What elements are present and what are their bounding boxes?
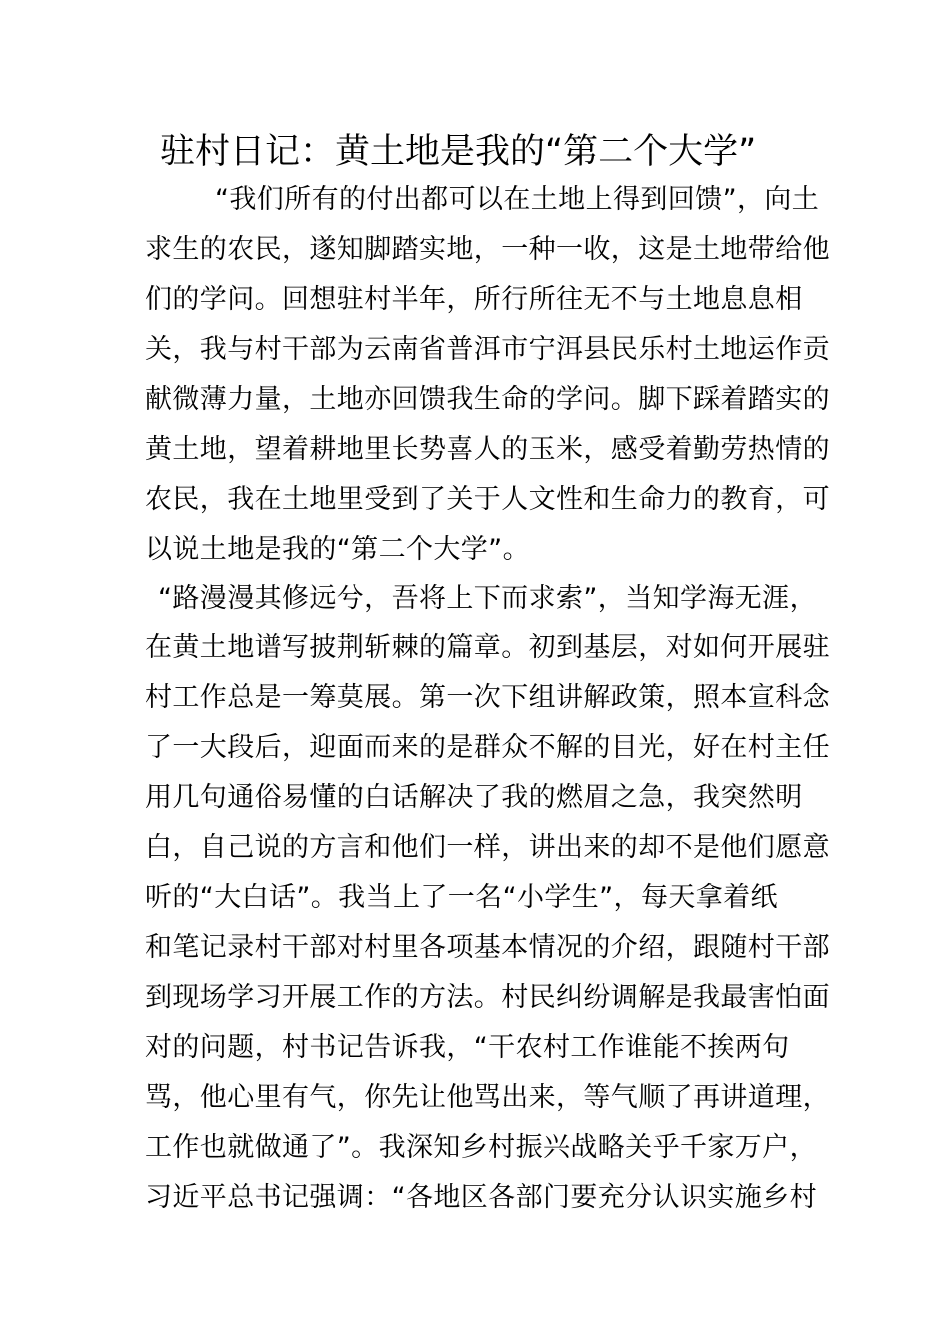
- body-line: 用几句通俗易懂的白话解决了我的燃眉之急，我突然明: [145, 782, 803, 813]
- body-line: 以说土地是我的“第二个大学”。: [145, 534, 530, 565]
- body-line: 白，自己说的方言和他们一样，讲出来的却不是他们愿意: [145, 832, 830, 863]
- body-line: 工作也就做通了”。我深知乡村振兴战略关乎千家万户，: [145, 1132, 817, 1163]
- body-line: 听的“大白话”。我当上了一名“小学生”，每天拿着纸: [145, 882, 778, 913]
- body-line: 农民，我在土地里受到了关于人文性和生命力的教育，可: [145, 484, 830, 515]
- body-line: 到现场学习开展工作的方法。村民纠纷调解是我最害怕面: [145, 982, 830, 1013]
- body-line: “路漫漫其修远兮，吾将上下而求索”，当知学海无涯，: [158, 583, 817, 614]
- document-title: 驻村日记：黄土地是我的“第二个大学”: [160, 132, 757, 172]
- body-line: “我们所有的付出都可以在土地上得到回馈”，向土: [215, 184, 820, 215]
- body-line: 求生的农民，遂知脚踏实地，一种一收，这是土地带给他: [145, 234, 830, 265]
- body-line: 骂，他心里有气，你先让他骂出来，等气顺了再讲道理，: [145, 1082, 830, 1113]
- body-line: 村工作总是一筹莫展。第一次下组讲解政策，照本宣科念: [145, 682, 830, 713]
- body-line: 黄土地，望着耕地里长势喜人的玉米，感受着勤劳热情的: [145, 434, 830, 465]
- body-line: 了一大段后，迎面而来的是群众不解的目光，好在村主任: [145, 732, 830, 763]
- body-line: 关，我与村干部为云南省普洱市宁洱县民乐村土地运作贡: [145, 334, 830, 365]
- body-line: 们的学问。回想驻村半年，所行所往无不与土地息息相: [145, 284, 803, 315]
- body-line: 在黄土地谱写披荆斩棘的篇章。初到基层，对如何开展驻: [145, 632, 830, 663]
- body-line: 献微薄力量，土地亦回馈我生命的学问。脚下踩着踏实的: [145, 384, 830, 415]
- body-line: 习近平总书记强调：“各地区各部门要充分认识实施乡村: [145, 1182, 817, 1213]
- body-line: 对的问题，村书记告诉我，“干农村工作谁能不挨两句: [145, 1032, 790, 1063]
- body-line: 和笔记录村干部对村里各项基本情况的介绍，跟随村干部: [145, 932, 830, 963]
